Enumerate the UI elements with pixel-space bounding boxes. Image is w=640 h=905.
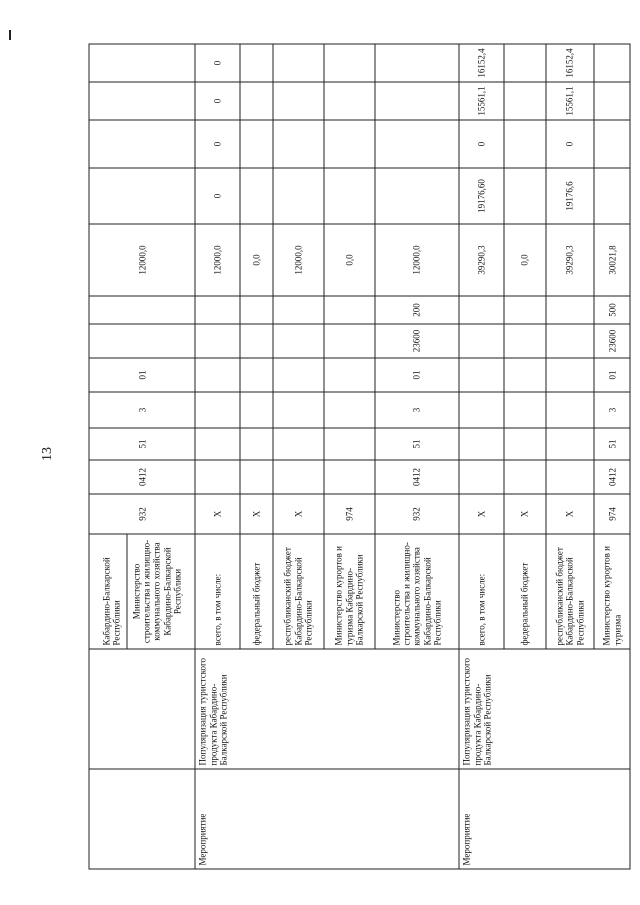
csr4-cell bbox=[324, 324, 375, 358]
source-cell: Министерство курортов и туризма Кабардино-Балкарской Республики bbox=[324, 534, 375, 649]
csr1-cell bbox=[324, 428, 375, 460]
year3-cell bbox=[503, 120, 545, 168]
grbs-cell: 932 bbox=[374, 494, 458, 534]
year2-cell bbox=[594, 168, 630, 224]
rzpr-cell bbox=[503, 460, 545, 494]
year5-cell bbox=[503, 44, 545, 82]
table-row bbox=[459, 44, 503, 869]
source-cell: Министерство курортов и туризма bbox=[594, 534, 630, 649]
year2-cell: 19176,6 bbox=[545, 168, 594, 224]
csr1-cell bbox=[503, 428, 545, 460]
source-cell: всего, в том числе: bbox=[195, 534, 239, 649]
rzpr-cell bbox=[459, 460, 503, 494]
year2-cell bbox=[273, 168, 324, 224]
csr1-cell: 51 bbox=[89, 428, 195, 460]
year5-cell bbox=[89, 44, 195, 82]
year4-cell bbox=[239, 82, 272, 120]
year3-cell bbox=[239, 120, 272, 168]
csr1-cell bbox=[459, 428, 503, 460]
csr3-cell bbox=[239, 358, 272, 392]
year1-cell: 0,0 bbox=[324, 224, 375, 296]
year4-cell bbox=[324, 82, 375, 120]
year1-cell: 39290,3 bbox=[459, 224, 503, 296]
year3-cell: 0 bbox=[459, 120, 503, 168]
rzpr-cell bbox=[324, 460, 375, 494]
csr4-cell bbox=[545, 324, 594, 358]
row-type-cell bbox=[89, 769, 195, 869]
csr2-cell bbox=[459, 392, 503, 428]
csr1-cell bbox=[545, 428, 594, 460]
csr4-cell bbox=[503, 324, 545, 358]
year1-cell: 12000,0 bbox=[273, 224, 324, 296]
csr3-cell bbox=[545, 358, 594, 392]
grbs-cell: X bbox=[273, 494, 324, 534]
csr3-cell: 01 bbox=[89, 358, 195, 392]
year5-cell bbox=[374, 44, 458, 82]
year5-cell bbox=[273, 44, 324, 82]
grbs-cell: X bbox=[195, 494, 239, 534]
grbs-cell: X bbox=[459, 494, 503, 534]
year2-cell bbox=[503, 168, 545, 224]
csr4-cell bbox=[195, 324, 239, 358]
year1-cell: 12000,0 bbox=[195, 224, 239, 296]
csr1-cell bbox=[239, 428, 272, 460]
vr-cell bbox=[89, 296, 195, 324]
year1-cell: 39290,3 bbox=[545, 224, 594, 296]
csr3-cell bbox=[324, 358, 375, 392]
year3-cell bbox=[89, 120, 195, 168]
grbs-cell: 974 bbox=[324, 494, 375, 534]
csr2-cell bbox=[195, 392, 239, 428]
vr-cell bbox=[459, 296, 503, 324]
csr3-cell bbox=[459, 358, 503, 392]
year5-cell bbox=[239, 44, 272, 82]
year3-cell bbox=[374, 120, 458, 168]
csr3-cell: 01 bbox=[374, 358, 458, 392]
csr4-cell bbox=[459, 324, 503, 358]
budget-table bbox=[88, 44, 630, 870]
vr-cell bbox=[239, 296, 272, 324]
year3-cell: 0 bbox=[195, 120, 239, 168]
rzpr-cell: 0412 bbox=[89, 460, 195, 494]
csr2-cell bbox=[545, 392, 594, 428]
rzpr-cell bbox=[239, 460, 272, 494]
source-cell: всего, в том числе: bbox=[459, 534, 503, 649]
year2-cell bbox=[239, 168, 272, 224]
vr-cell bbox=[545, 296, 594, 324]
csr3-cell bbox=[273, 358, 324, 392]
year4-cell bbox=[594, 82, 630, 120]
year4-cell: 15561,1 bbox=[545, 82, 594, 120]
csr4-cell: 23600 bbox=[374, 324, 458, 358]
year2-cell bbox=[89, 168, 195, 224]
csr1-cell bbox=[273, 428, 324, 460]
source-cell: федеральный бюджет bbox=[503, 534, 545, 649]
vr-cell bbox=[273, 296, 324, 324]
year2-cell bbox=[374, 168, 458, 224]
table-wrapper bbox=[88, 45, 630, 870]
year5-cell bbox=[324, 44, 375, 82]
grbs-cell: X bbox=[239, 494, 272, 534]
year4-cell bbox=[374, 82, 458, 120]
year2-cell bbox=[324, 168, 375, 224]
csr2-cell bbox=[324, 392, 375, 428]
year5-cell: 16152,4 bbox=[545, 44, 594, 82]
row-name-cell: Популяризация туристского продукта Кабардино-Балкарской Республики bbox=[459, 649, 630, 769]
page-number: 13 bbox=[40, 447, 55, 461]
csr4-cell bbox=[239, 324, 272, 358]
source-cell: республиканский бюджет Кабардино-Балкарской Республики bbox=[545, 534, 594, 649]
source-cell: федеральный бюджет bbox=[239, 534, 272, 649]
rzpr-cell bbox=[195, 460, 239, 494]
year1-cell: 0,0 bbox=[239, 224, 272, 296]
year5-cell bbox=[594, 44, 630, 82]
year1-cell: 30021,8 bbox=[594, 224, 630, 296]
vr-cell bbox=[503, 296, 545, 324]
year2-cell: 19176,60 bbox=[459, 168, 503, 224]
row-name-cell bbox=[89, 649, 195, 769]
csr1-cell bbox=[195, 428, 239, 460]
year3-cell bbox=[324, 120, 375, 168]
csr1-cell: 51 bbox=[374, 428, 458, 460]
vr-cell bbox=[324, 296, 375, 324]
vr-cell bbox=[195, 296, 239, 324]
csr4-cell: 23600 bbox=[594, 324, 630, 358]
csr2-cell: 3 bbox=[374, 392, 458, 428]
source-cell: Министерство строительства и жилищно-коммунального хозяйства Кабардино-Балкарской Республики bbox=[374, 534, 458, 649]
year1-cell: 12000,0 bbox=[89, 224, 195, 296]
rzpr-cell: 0412 bbox=[374, 460, 458, 494]
year1-cell: 12000,0 bbox=[374, 224, 458, 296]
year3-cell bbox=[273, 120, 324, 168]
source-text: Кабардино-Балкарской Республики bbox=[101, 535, 127, 649]
csr2-cell bbox=[503, 392, 545, 428]
year4-cell bbox=[89, 82, 195, 120]
year1-cell: 0,0 bbox=[503, 224, 545, 296]
vr-cell: 200 bbox=[374, 296, 458, 324]
year2-cell: 0 bbox=[195, 168, 239, 224]
source-cell bbox=[89, 534, 195, 649]
csr1-cell: 51 bbox=[594, 428, 630, 460]
csr2-cell: 3 bbox=[89, 392, 195, 428]
source-cell: республиканский бюджет Кабардино-Балкарской Республики bbox=[273, 534, 324, 649]
csr3-cell bbox=[195, 358, 239, 392]
csr2-cell bbox=[239, 392, 272, 428]
table-row bbox=[195, 44, 239, 869]
year3-cell: 0 bbox=[545, 120, 594, 168]
rzpr-cell bbox=[273, 460, 324, 494]
grbs-cell: 932 bbox=[89, 494, 195, 534]
csr3-cell bbox=[503, 358, 545, 392]
csr2-cell bbox=[273, 392, 324, 428]
csr4-cell bbox=[89, 324, 195, 358]
year3-cell bbox=[594, 120, 630, 168]
year5-cell: 16152,4 bbox=[459, 44, 503, 82]
year4-cell: 0 bbox=[195, 82, 239, 120]
row-type-cell: Мероприятие bbox=[459, 769, 630, 869]
grbs-cell: X bbox=[503, 494, 545, 534]
year5-cell: 0 bbox=[195, 44, 239, 82]
csr2-cell: 3 bbox=[594, 392, 630, 428]
vr-cell: 500 bbox=[594, 296, 630, 324]
scan-mark bbox=[9, 30, 11, 40]
year4-cell: 15561,1 bbox=[459, 82, 503, 120]
csr4-cell bbox=[273, 324, 324, 358]
grbs-cell: 974 bbox=[594, 494, 630, 534]
year4-cell bbox=[273, 82, 324, 120]
row-name-cell: Популяризация туристского продукта Кабардино-Балкарской Республики bbox=[195, 649, 459, 769]
csr3-cell: 01 bbox=[594, 358, 630, 392]
grbs-cell: X bbox=[545, 494, 594, 534]
rzpr-cell: 0412 bbox=[594, 460, 630, 494]
rzpr-cell bbox=[545, 460, 594, 494]
table-row bbox=[89, 44, 195, 869]
responsible-text: Министерство строительства и жилищно-коммунального хозяйства Кабардино-Балкарской Республики bbox=[130, 539, 183, 644]
row-type-cell: Мероприятие bbox=[195, 769, 459, 869]
year4-cell bbox=[503, 82, 545, 120]
